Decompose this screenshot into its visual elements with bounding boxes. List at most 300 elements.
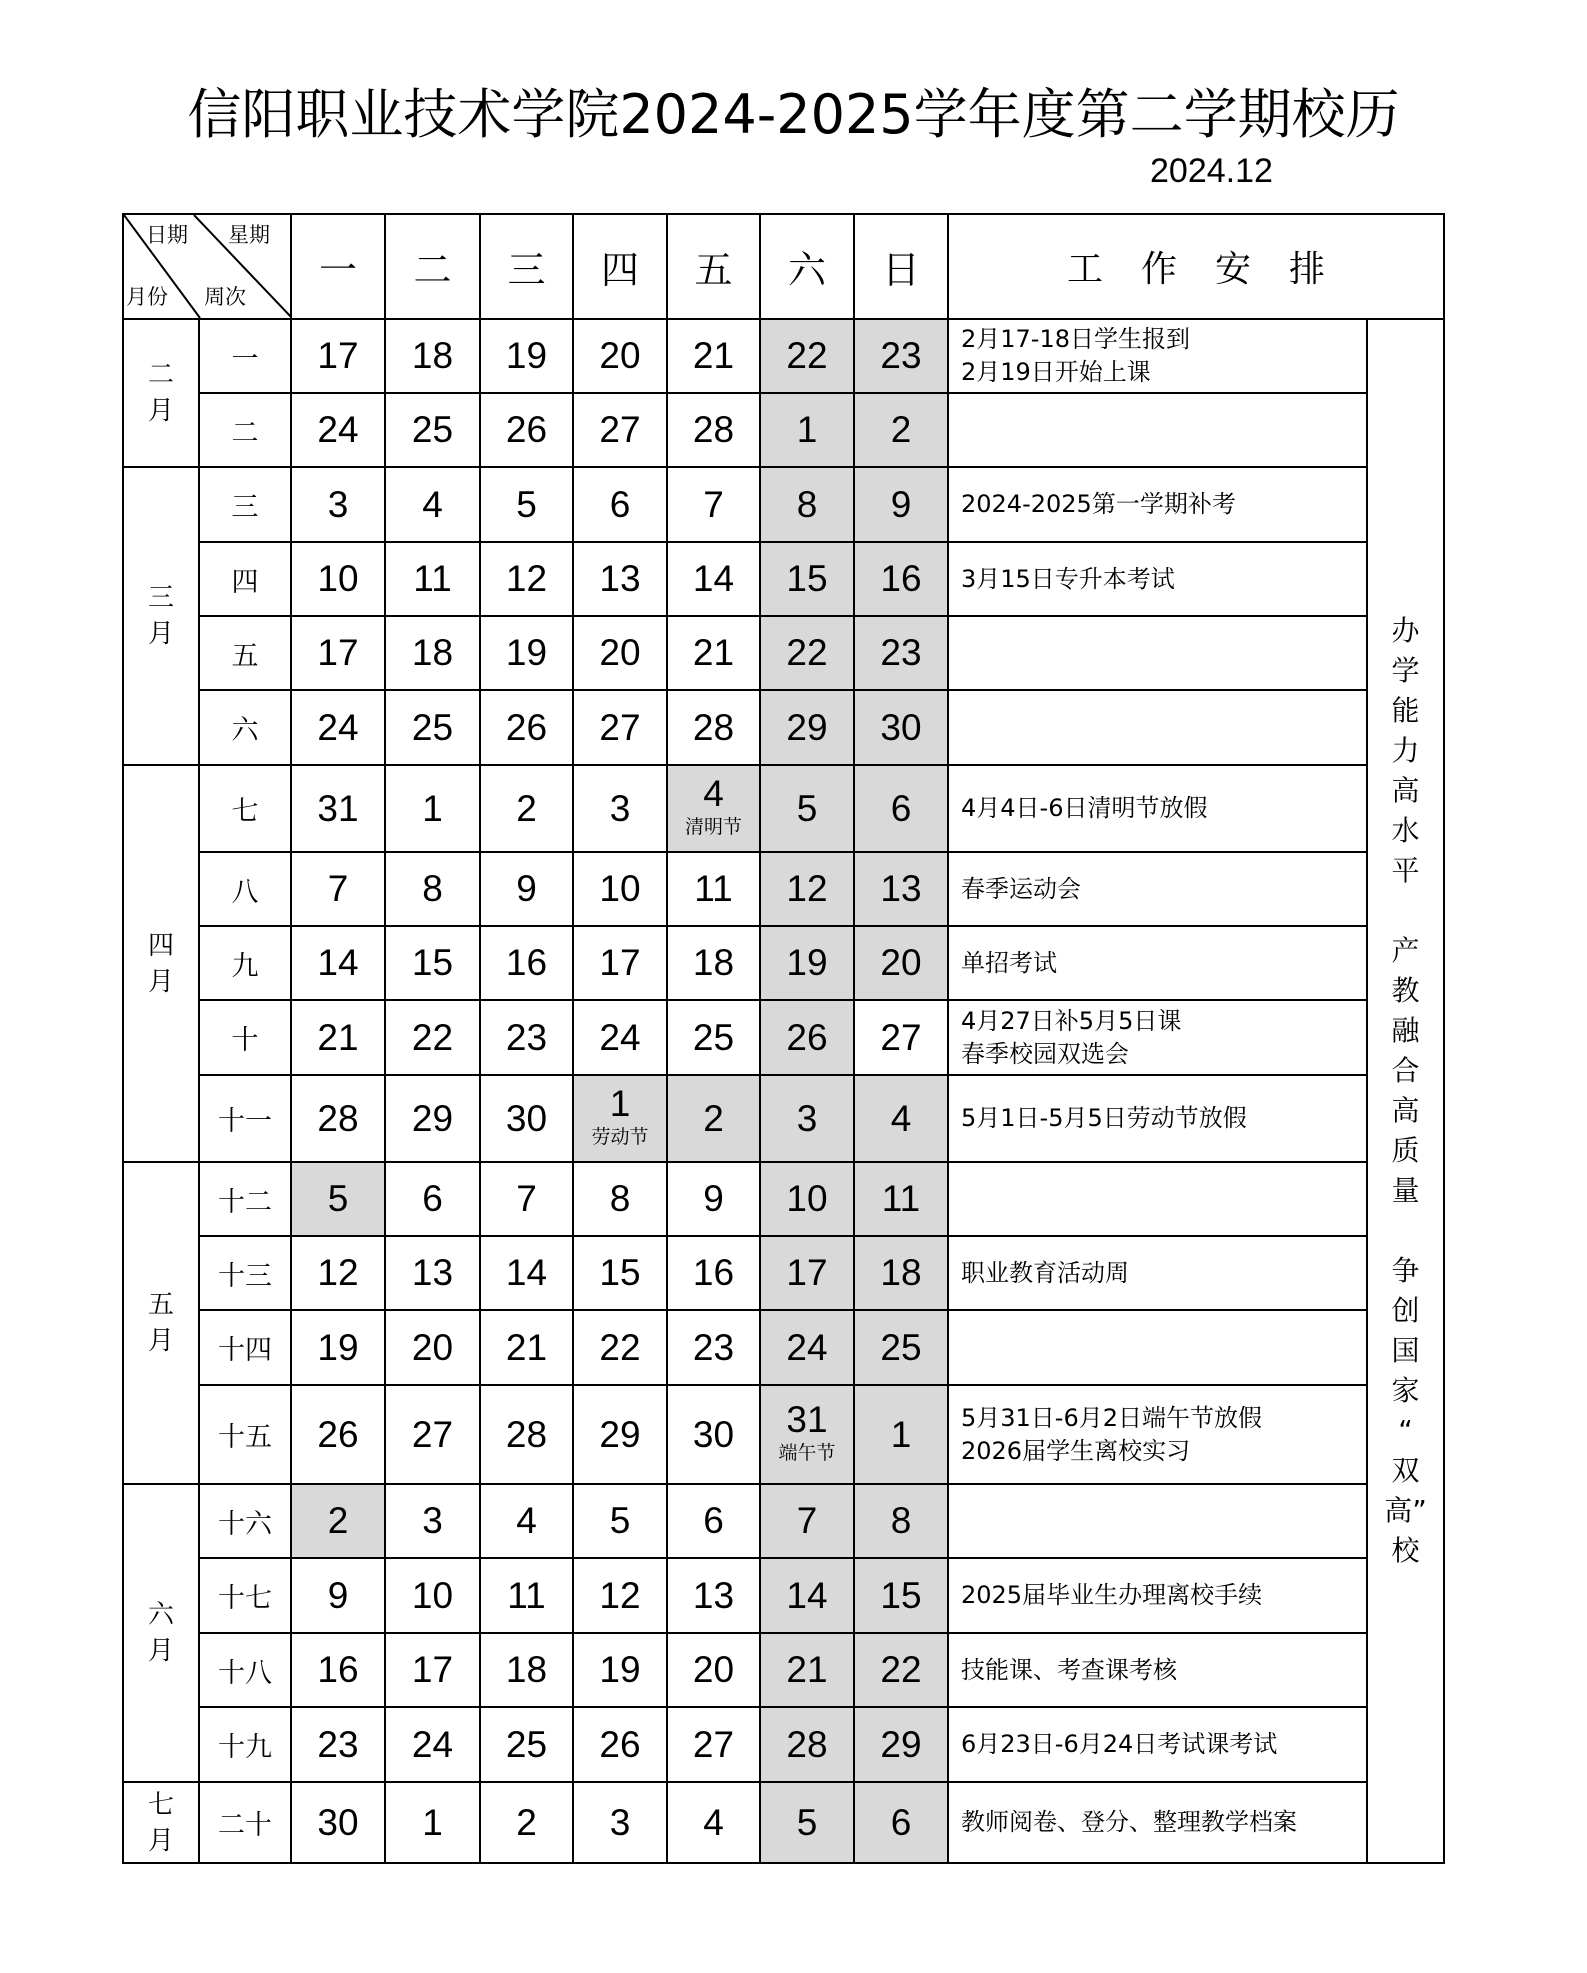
- day-number: 10: [317, 558, 359, 599]
- day-cell-sat: [760, 1484, 854, 1558]
- day-cell-tue: [385, 1162, 480, 1236]
- day-number: 7: [516, 1178, 537, 1219]
- week-number: 一: [199, 319, 291, 393]
- day-number: 29: [786, 706, 828, 748]
- slogan-char: 国: [1391, 1334, 1420, 1367]
- day-number: 18: [411, 632, 454, 673]
- day-number: 19: [505, 335, 548, 376]
- day-cell-sat: [760, 765, 854, 852]
- day-number: 18: [880, 1252, 922, 1293]
- day-cell-fri: [667, 1558, 760, 1633]
- day-cell-tue: [385, 1075, 480, 1162]
- calendar-body: [123, 319, 1444, 1863]
- day-cell-thu: [573, 852, 667, 926]
- slogan-char: 争: [1391, 1254, 1420, 1287]
- day-number: 28: [317, 1097, 359, 1139]
- work-item: 职业教育活动周: [961, 1258, 1129, 1287]
- calendar-table: [122, 213, 1445, 1864]
- day-number: 2: [516, 1801, 537, 1843]
- day-number: 8: [422, 868, 443, 909]
- week-number: 四: [199, 542, 291, 616]
- week-number: 十六: [199, 1484, 291, 1558]
- weekday-header-mon: 一: [291, 214, 385, 319]
- day-cell-thu: [573, 319, 667, 393]
- day-number: 21: [692, 335, 735, 376]
- week-number: 二: [199, 393, 291, 467]
- month-label: [123, 467, 199, 765]
- day-cell-sat: [760, 1236, 854, 1310]
- month-label-char: 月: [147, 1326, 174, 1356]
- day-cell-tue: [385, 1558, 480, 1633]
- day-cell-tue: [385, 1707, 480, 1782]
- work-arrangement: [948, 1075, 1367, 1162]
- day-number: 26: [317, 1413, 359, 1455]
- day-cell-mon: [291, 1236, 385, 1310]
- week-number: 十七: [199, 1558, 291, 1633]
- day-number: 25: [411, 706, 454, 748]
- day-number: 10: [599, 868, 641, 909]
- month-label: [123, 765, 199, 1162]
- day-cell-mon: [291, 1633, 385, 1707]
- day-number: 3: [327, 483, 349, 525]
- work-item: 5月31日-6月2日端午节放假: [961, 1403, 1263, 1432]
- month-label: [123, 1782, 199, 1863]
- work-item: 2月17-18日学生报到: [961, 325, 1191, 353]
- day-number: 20: [599, 335, 641, 376]
- holiday-label: 端午节: [778, 1443, 836, 1464]
- day-cell-fri: [667, 765, 760, 852]
- day-cell-thu: [573, 1558, 667, 1633]
- work-item: 2024-2025第一学期补考: [961, 490, 1236, 518]
- week-number: 六: [199, 690, 291, 765]
- day-number: 20: [880, 942, 922, 983]
- day-number: 16: [880, 558, 922, 599]
- day-cell-mon: [291, 1707, 385, 1782]
- work-arrangement: [948, 1782, 1367, 1863]
- day-cell-wed: [480, 393, 573, 467]
- week-row: [123, 616, 1444, 690]
- day-cell-wed: [480, 1558, 573, 1633]
- day-number: 24: [786, 1326, 828, 1368]
- day-number: 16: [317, 1649, 359, 1690]
- day-cell-mon: [291, 319, 385, 393]
- day-cell-tue: [385, 616, 480, 690]
- slogan-char: 合: [1391, 1054, 1420, 1087]
- day-number: 1: [609, 1083, 631, 1124]
- work-arrangement: [948, 393, 1367, 467]
- day-cell-mon: [291, 467, 385, 542]
- page-title: 信阳职业技术学院2024-2025学年度第二学期校历: [187, 83, 1400, 146]
- week-row: [123, 1484, 1444, 1558]
- day-number: 10: [786, 1178, 828, 1219]
- slogan-char: 教: [1391, 974, 1420, 1007]
- week-row: [123, 1000, 1444, 1075]
- day-number: 14: [317, 942, 359, 983]
- work-arrangement: [948, 1558, 1367, 1633]
- day-number: 21: [692, 632, 735, 673]
- work-arrangement: [948, 542, 1367, 616]
- work-arrangement: [948, 1236, 1367, 1310]
- day-cell-mon: [291, 1484, 385, 1558]
- day-cell-wed: [480, 1000, 573, 1075]
- day-cell-sun: [854, 852, 948, 926]
- day-cell-wed: [480, 1707, 573, 1782]
- day-cell-sat: [760, 690, 854, 765]
- day-number: 17: [317, 632, 359, 673]
- work-arrangement: [948, 926, 1367, 1000]
- day-cell-wed: [480, 1075, 573, 1162]
- slogan-char: 家: [1391, 1374, 1420, 1407]
- month-label: [123, 1484, 199, 1782]
- day-number: 15: [786, 558, 828, 599]
- slogan-char: 高: [1391, 774, 1420, 807]
- day-number: 1: [422, 1801, 443, 1843]
- day-number: 22: [786, 335, 828, 376]
- day-cell-wed: [480, 1310, 573, 1385]
- day-cell-fri: [667, 926, 760, 1000]
- day-cell-thu: [573, 542, 667, 616]
- day-cell-fri: [667, 1075, 760, 1162]
- work-item: 2026届学生离校实习: [961, 1436, 1191, 1465]
- day-number: 8: [890, 1500, 912, 1541]
- day-cell-wed: [480, 1385, 573, 1484]
- day-cell-sat: [760, 1707, 854, 1782]
- day-cell-wed: [480, 1782, 573, 1863]
- weekday-header-fri: 五: [667, 214, 760, 319]
- day-number: 5: [516, 483, 537, 525]
- day-cell-wed: [480, 1162, 573, 1236]
- slogan-char: 办: [1391, 614, 1420, 647]
- day-cell-mon: [291, 852, 385, 926]
- day-cell-fri: [667, 1310, 760, 1385]
- work-arrangement: [948, 1162, 1367, 1236]
- holiday-label: 劳动节: [591, 1127, 649, 1148]
- slogan-char: 质: [1391, 1134, 1420, 1167]
- month-label-char: 七: [147, 1789, 174, 1820]
- day-cell-sat: [760, 1000, 854, 1075]
- corner-label-week-no: 周次: [204, 285, 246, 309]
- day-cell-tue: [385, 1484, 480, 1558]
- day-number: 6: [890, 787, 912, 829]
- work-arrangement: [948, 1000, 1367, 1075]
- week-row: [123, 319, 1444, 393]
- work-item: 2025届毕业生办理离校手续: [961, 1581, 1263, 1609]
- day-cell-thu: [573, 1162, 667, 1236]
- weekday-header-thu: 四: [573, 214, 667, 319]
- day-number: 24: [411, 1723, 454, 1765]
- day-number: 21: [786, 1649, 828, 1690]
- work-item: 3月15日专升本考试: [961, 564, 1175, 593]
- day-cell-tue: [385, 926, 480, 1000]
- day-number: 31: [317, 787, 359, 829]
- slogan-char: 学: [1391, 654, 1420, 687]
- day-number: 6: [422, 1178, 443, 1219]
- day-cell-tue: [385, 1310, 480, 1385]
- day-number: 30: [317, 1801, 359, 1843]
- week-number: 十九: [199, 1707, 291, 1782]
- month-label-char: 六: [147, 1600, 174, 1630]
- day-number: 13: [411, 1252, 454, 1293]
- day-cell-fri: [667, 1162, 760, 1236]
- day-number: 12: [786, 868, 828, 909]
- day-number: 20: [599, 632, 641, 673]
- day-number: 13: [880, 868, 922, 909]
- slogan-char: 力: [1391, 734, 1420, 767]
- corner-label-weekday: 星期: [228, 223, 270, 247]
- day-cell-sat: [760, 1558, 854, 1633]
- day-number: 28: [692, 409, 735, 450]
- work-arrangement: [948, 467, 1367, 542]
- day-number: 26: [505, 409, 548, 450]
- slogan-char: 校: [1391, 1534, 1420, 1567]
- day-cell-wed: [480, 765, 573, 852]
- week-row: [123, 1385, 1444, 1484]
- week-number: 十三: [199, 1236, 291, 1310]
- slogan-char: 融: [1391, 1014, 1420, 1047]
- day-cell-sat: [760, 926, 854, 1000]
- day-number: 4: [516, 1500, 537, 1541]
- day-cell-fri: [667, 1484, 760, 1558]
- day-cell-tue: [385, 319, 480, 393]
- day-number: 28: [786, 1723, 828, 1765]
- work-arrangement: [948, 616, 1367, 690]
- day-number: 5: [609, 1500, 631, 1541]
- day-cell-wed: [480, 542, 573, 616]
- day-number: 25: [692, 1016, 735, 1058]
- day-number: 22: [786, 632, 828, 673]
- day-cell-fri: [667, 542, 760, 616]
- day-number: 22: [599, 1326, 641, 1368]
- day-number: 12: [317, 1252, 359, 1293]
- weekday-header-sat: 六: [760, 214, 854, 319]
- day-number: 6: [703, 1500, 724, 1541]
- day-number: 3: [609, 787, 631, 829]
- day-cell-sat: [760, 542, 854, 616]
- work-item: 技能课、考查课考核: [961, 1655, 1177, 1684]
- day-number: 25: [505, 1723, 548, 1765]
- day-number: 3: [422, 1500, 443, 1541]
- day-number: 27: [599, 409, 641, 450]
- day-cell-mon: [291, 1310, 385, 1385]
- day-number: 19: [317, 1326, 359, 1368]
- day-number: 5: [796, 1801, 818, 1843]
- day-cell-tue: [385, 1236, 480, 1310]
- day-cell-thu: [573, 393, 667, 467]
- day-cell-thu: [573, 1782, 667, 1863]
- day-cell-mon: [291, 542, 385, 616]
- week-number: 三: [199, 467, 291, 542]
- day-cell-wed: [480, 1236, 573, 1310]
- day-number: 1: [890, 1413, 912, 1455]
- day-cell-thu: [573, 1000, 667, 1075]
- day-cell-tue: [385, 393, 480, 467]
- day-number: 7: [796, 1500, 818, 1541]
- day-number: 25: [411, 409, 454, 450]
- day-number: 13: [692, 1574, 735, 1616]
- month-label-char: 二: [147, 360, 174, 390]
- slogan-char: 创: [1391, 1294, 1420, 1327]
- work-item: 4月27日补5月5日课: [961, 1006, 1182, 1035]
- weekday-header-wed: 三: [480, 214, 573, 319]
- day-cell-wed: [480, 690, 573, 765]
- day-number: 2: [327, 1500, 349, 1541]
- day-number: 12: [599, 1574, 641, 1616]
- day-cell-fri: [667, 1236, 760, 1310]
- month-label: [123, 1162, 199, 1484]
- day-number: 27: [599, 706, 641, 748]
- day-cell-fri: [667, 616, 760, 690]
- slogan-char: 平: [1391, 854, 1420, 887]
- day-number: 1: [796, 409, 818, 450]
- day-number: 24: [599, 1016, 641, 1058]
- work-arrangement: [948, 852, 1367, 926]
- day-number: 16: [505, 942, 548, 983]
- day-cell-thu: [573, 1310, 667, 1385]
- day-cell-fri: [667, 1707, 760, 1782]
- week-row: [123, 1162, 1444, 1236]
- month-label-char: 三: [147, 583, 174, 613]
- work-item: 5月1日-5月5日劳动节放假: [961, 1104, 1247, 1132]
- day-cell-mon: [291, 616, 385, 690]
- day-cell-sun: [854, 1162, 948, 1236]
- week-row: [123, 1707, 1444, 1782]
- day-cell-sun: [854, 1484, 948, 1558]
- work-arrangement: [948, 1633, 1367, 1707]
- day-number: 14: [692, 558, 735, 599]
- day-number: 25: [880, 1326, 922, 1368]
- day-number: 21: [505, 1326, 548, 1368]
- day-number: 22: [411, 1016, 454, 1058]
- day-cell-sat: [760, 467, 854, 542]
- day-number: 28: [692, 706, 735, 748]
- week-row: [123, 765, 1444, 852]
- day-number: 14: [786, 1574, 828, 1616]
- day-cell-thu: [573, 690, 667, 765]
- day-number: 30: [505, 1097, 548, 1139]
- day-number: 18: [411, 335, 454, 376]
- work-item: 教师阅卷、登分、整理教学档案: [961, 1808, 1297, 1836]
- day-cell-sun: [854, 467, 948, 542]
- work-item: 春季运动会: [961, 874, 1081, 903]
- day-number: 5: [796, 787, 818, 829]
- day-number: 31: [786, 1399, 828, 1440]
- day-number: 6: [609, 483, 631, 525]
- day-number: 15: [411, 942, 454, 983]
- day-cell-tue: [385, 467, 480, 542]
- day-number: 13: [599, 558, 641, 599]
- day-cell-thu: [573, 1633, 667, 1707]
- day-cell-tue: [385, 1000, 480, 1075]
- day-cell-sun: [854, 765, 948, 852]
- day-number: 17: [786, 1252, 828, 1293]
- day-number: 9: [703, 1178, 724, 1219]
- day-cell-sat: [760, 1075, 854, 1162]
- day-cell-mon: [291, 1162, 385, 1236]
- day-cell-wed: [480, 1484, 573, 1558]
- day-number: 8: [609, 1178, 631, 1219]
- slogan-char: [1368, 1211, 1443, 1251]
- day-number: 29: [880, 1723, 922, 1765]
- day-cell-sun: [854, 1310, 948, 1385]
- day-number: 2: [890, 409, 912, 450]
- day-number: 17: [411, 1649, 454, 1690]
- day-cell-thu: [573, 1236, 667, 1310]
- work-arrangement: [948, 1310, 1367, 1385]
- work-item: 单招考试: [961, 948, 1057, 977]
- day-number: 12: [505, 558, 548, 599]
- day-cell-sat: [760, 393, 854, 467]
- week-number: 十: [199, 1000, 291, 1075]
- week-row: [123, 1310, 1444, 1385]
- week-number: 十二: [199, 1162, 291, 1236]
- day-cell-wed: [480, 852, 573, 926]
- day-number: 6: [890, 1801, 912, 1843]
- day-cell-tue: [385, 1782, 480, 1863]
- day-cell-sun: [854, 1782, 948, 1863]
- day-number: 29: [411, 1097, 454, 1139]
- work-item: 2月19日开始上课: [961, 358, 1151, 386]
- day-number: 4: [890, 1097, 912, 1139]
- day-cell-tue: [385, 542, 480, 616]
- day-number: 22: [880, 1649, 922, 1690]
- week-row: [123, 926, 1444, 1000]
- day-cell-mon: [291, 1385, 385, 1484]
- day-cell-sat: [760, 1385, 854, 1484]
- week-number: 十五: [199, 1385, 291, 1484]
- day-cell-wed: [480, 319, 573, 393]
- slogan-char: “: [1398, 1414, 1413, 1447]
- holiday-label: 清明节: [684, 817, 742, 838]
- day-cell-fri: [667, 852, 760, 926]
- day-number: 11: [507, 1574, 546, 1616]
- day-cell-sun: [854, 1633, 948, 1707]
- day-cell-fri: [667, 467, 760, 542]
- day-cell-thu: [573, 926, 667, 1000]
- day-number: 30: [880, 706, 922, 748]
- day-cell-sun: [854, 926, 948, 1000]
- day-number: 26: [599, 1723, 641, 1765]
- day-number: 1: [422, 787, 443, 829]
- day-cell-tue: [385, 852, 480, 926]
- work-item: 春季校园双选会: [961, 1039, 1129, 1068]
- day-number: 14: [505, 1252, 548, 1293]
- day-number: 23: [317, 1723, 359, 1765]
- slogan-char: [1368, 891, 1443, 931]
- week-row: [123, 1236, 1444, 1310]
- day-cell-sat: [760, 1310, 854, 1385]
- slogan-vertical: [1367, 319, 1444, 1863]
- day-cell-fri: [667, 690, 760, 765]
- slogan-char: 水: [1391, 814, 1420, 847]
- month-label: [123, 319, 199, 467]
- week-row: [123, 690, 1444, 765]
- day-number: 2: [703, 1097, 724, 1139]
- day-cell-tue: [385, 765, 480, 852]
- day-cell-sat: [760, 616, 854, 690]
- day-number: 27: [880, 1016, 922, 1058]
- slogan-char: 高: [1391, 1094, 1420, 1127]
- day-cell-thu: [573, 1385, 667, 1484]
- day-number: 17: [317, 335, 359, 376]
- work-arrangement-header: 工作安排: [948, 214, 1444, 319]
- work-arrangement: [948, 1385, 1367, 1484]
- day-cell-thu: [573, 1707, 667, 1782]
- day-number: 4: [422, 483, 443, 525]
- day-cell-sun: [854, 1000, 948, 1075]
- day-number: 27: [411, 1413, 454, 1455]
- month-label-char: 月: [147, 966, 174, 997]
- day-cell-tue: [385, 690, 480, 765]
